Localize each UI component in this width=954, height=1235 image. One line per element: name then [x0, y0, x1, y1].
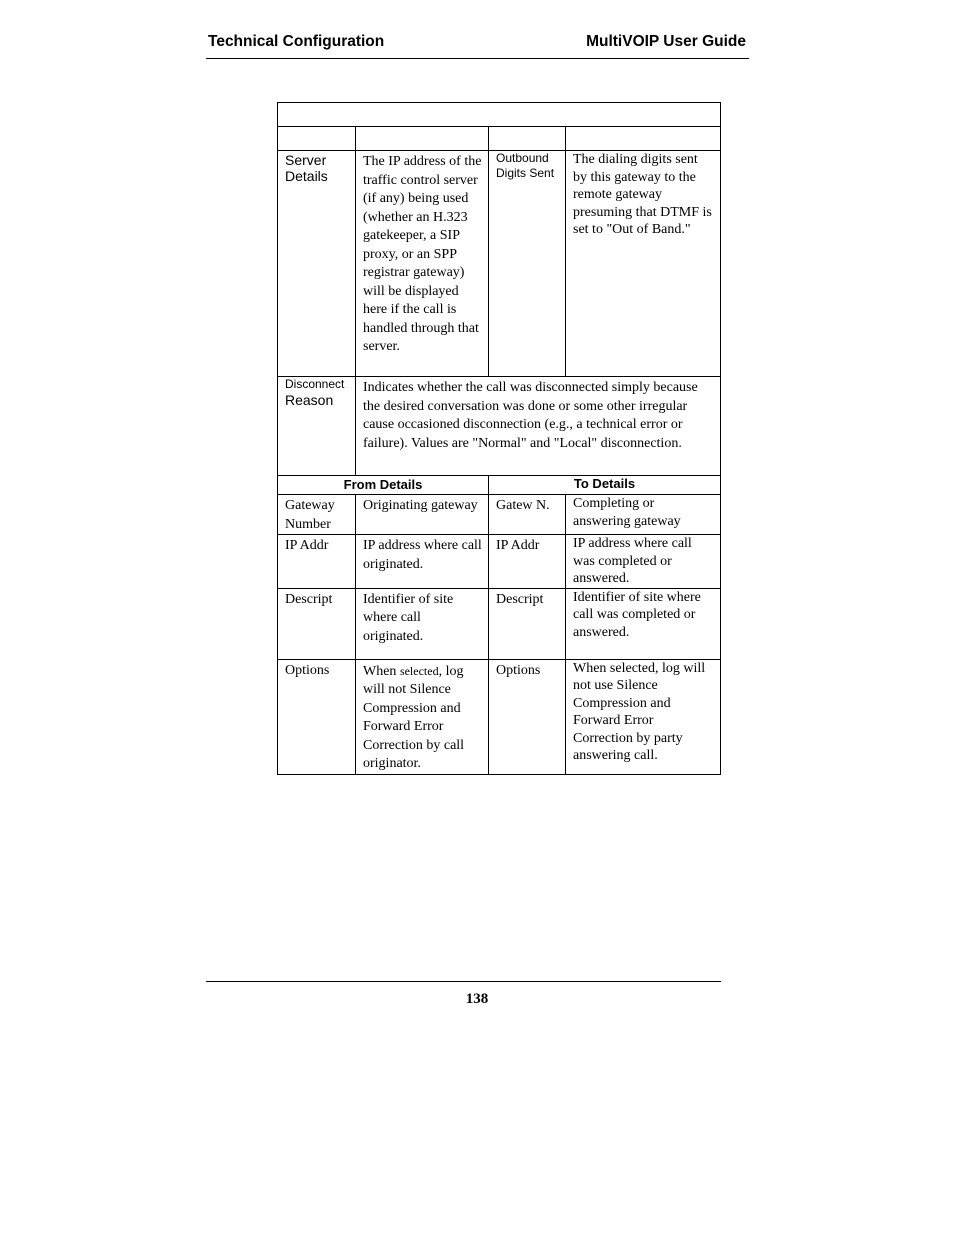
to-field-label: Descript	[496, 591, 544, 607]
from-options-description: When selected, log will not Silence Compression and Forward Error Correction by call originator.	[363, 663, 465, 771]
to-options-label: Options	[496, 662, 541, 678]
column-header	[278, 127, 356, 151]
to-field-label: Gatew N.	[496, 498, 550, 513]
server-details-row	[278, 151, 721, 377]
column-header	[489, 127, 566, 151]
server-details-label: Server Details	[285, 152, 328, 184]
disconnect-reason-label: Disconnect Reason	[285, 377, 345, 408]
outbound-digits-description: The dialing digits sent by this gateway to the remote gateway presuming that DTMF is set to "Out of Band."	[573, 152, 712, 237]
to-field-description: IP address where call was completed or answered.	[573, 536, 692, 586]
from-field-description: Identifier of site where call originated.	[363, 591, 454, 644]
from-field-description: IP address where call originated.	[363, 538, 482, 572]
section-heading-row	[278, 476, 721, 495]
footer-divider	[206, 981, 721, 982]
disconnect-reason-row	[278, 377, 721, 476]
from-details-heading: From Details	[343, 477, 423, 492]
table-row	[278, 535, 721, 589]
running-header-section: Technical Configuration	[208, 33, 385, 50]
table-row	[278, 588, 721, 659]
table-row	[278, 495, 721, 535]
header-divider	[206, 58, 749, 59]
table-header-row	[278, 127, 721, 151]
column-header	[356, 127, 489, 151]
to-field-label: IP Addr	[496, 538, 540, 553]
table-title-row	[278, 103, 721, 127]
page-number: 138	[465, 991, 489, 1007]
to-options-description: When selected, log will not use Silence Compression and Forward Error Correction by party answering call.	[573, 660, 706, 763]
outbound-digits-label: Outbound Digits Sent	[496, 151, 555, 180]
running-header-title: MultiVOIP User Guide	[586, 33, 746, 50]
from-options-label: Options	[285, 662, 330, 678]
options-row	[278, 659, 721, 774]
from-field-label: IP Addr	[285, 538, 329, 553]
table-title-cell	[278, 103, 721, 127]
from-field-label: Gateway Number	[285, 498, 335, 532]
call-log-details-table	[277, 102, 721, 775]
from-field-label: Descript	[285, 591, 333, 607]
from-field-description: Originating gateway	[363, 498, 478, 513]
column-header	[566, 127, 721, 151]
disconnect-reason-description: Indicates whether the call was disconnected simply because the desired conversation was done or some other irregular cause occasioned disconnection (e.g., a technical error or failure). Values are "Normal" and "Local" disconnection.	[363, 380, 698, 451]
to-field-description: Identifier of site where call was completed or answered.	[573, 589, 701, 640]
server-details-description: The IP address of the traffic control server (if any) being used (whether an H.323 gatekeeper, a SIP proxy, or an SPP registrar gateway) will be displayed here if the call is handled through that server.	[363, 154, 482, 354]
to-field-description: Completing or answering gateway	[573, 496, 681, 529]
to-details-heading: To Details	[573, 476, 636, 491]
